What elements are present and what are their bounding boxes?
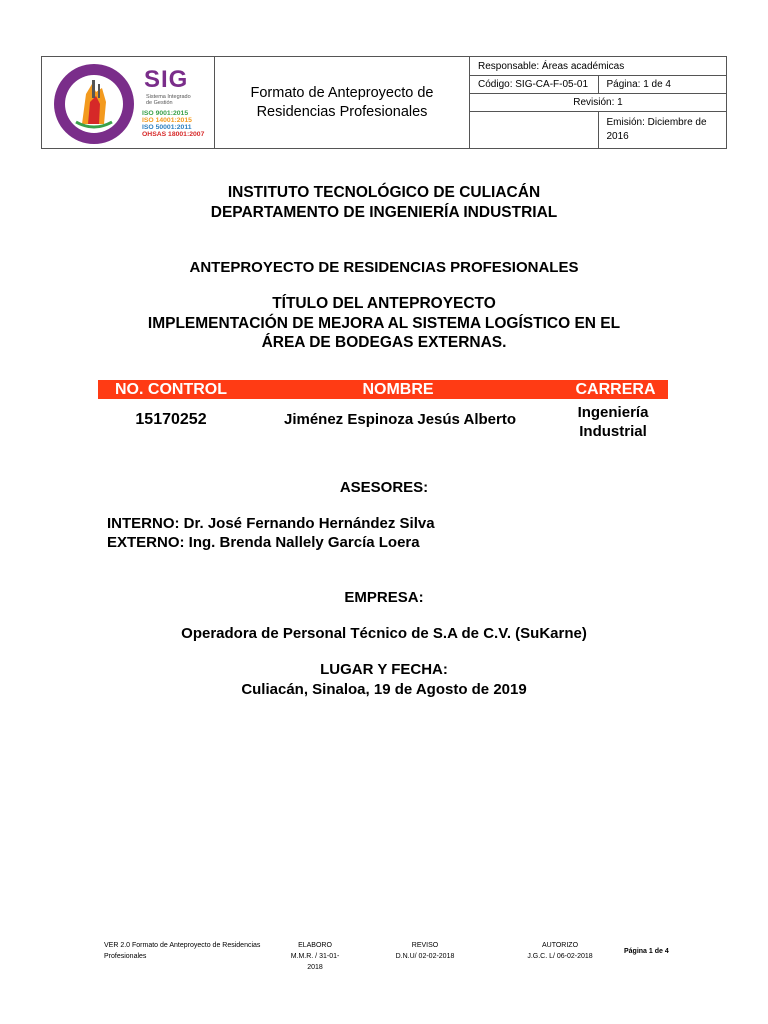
footer-autorizo-value: J.G.C. L/ 06-02-2018 xyxy=(527,953,593,960)
footer-reviso-label: REVISO xyxy=(411,942,439,949)
career-line2: Industrial xyxy=(579,423,647,440)
sig-logo-text: SIG xyxy=(144,65,189,93)
footer-elaboro xyxy=(285,940,345,973)
iso-9001: ISO 9001:2015 xyxy=(142,109,189,117)
advisors-label: ASESORES: xyxy=(339,479,429,496)
footer-autorizo-label: AUTORIZO xyxy=(541,942,579,949)
project-title-line1: IMPLEMENTACIÓN DE MEJORA AL SISTEMA LOGÍSTICO EN EL xyxy=(147,315,621,332)
student-table-header xyxy=(98,380,668,399)
doc-title-cell xyxy=(215,57,470,149)
emision-spacer xyxy=(470,112,599,149)
control-number: 15170252 xyxy=(135,411,207,428)
document-header-table xyxy=(41,56,727,149)
footer-reviso-value: D.N.U/ 02-02-2018 xyxy=(395,953,455,960)
footer-version-line2: Profesionales xyxy=(104,953,147,960)
doc-heading: ANTEPROYECTO DE RESIDENCIAS PROFESIONALES xyxy=(189,259,579,276)
iso-14001: ISO 14001:2015 xyxy=(142,116,192,124)
institution-logo xyxy=(42,58,212,148)
footer-elaboro-label: ELABORO xyxy=(298,942,332,949)
company-name: Operadora de Personal Técnico de S.A de C.V. (SuKarne) xyxy=(181,625,587,642)
student-name: Jiménez Espinoza Jesús Alberto xyxy=(283,411,517,428)
col-header-control: NO. CONTROL xyxy=(115,381,227,398)
doc-title-line2: Residencias Profesionales xyxy=(256,103,428,120)
footer-autorizo xyxy=(525,940,595,962)
advisor-internal: INTERNO: Dr. José Fernando Hernández Silva xyxy=(107,515,435,532)
place-date-value: Culiacán, Sinaloa, 19 de Agosto de 2019 xyxy=(241,681,527,698)
doc-title-line1: Formato de Anteproyecto de xyxy=(250,84,434,101)
footer-page-number: Página 1 de 4 xyxy=(624,948,669,955)
title-label: TÍTULO DEL ANTEPROYECTO xyxy=(272,295,496,312)
footer-version-line1: VER 2.0 Formato de Anteproyecto de Residencias xyxy=(104,942,261,949)
seal-icon xyxy=(52,62,136,146)
col-header-name: NOMBRE xyxy=(362,381,434,398)
sig-subtitle: Sistema Integrado de Gestión xyxy=(146,93,191,106)
institute-name: INSTITUTO TECNOLÓGICO DE CULIACÁN xyxy=(227,184,541,201)
responsable-cell: Responsable: Áreas académicas xyxy=(470,57,727,76)
career-line1: Ingeniería xyxy=(577,404,649,421)
pagina-cell: Página: 1 de 4 xyxy=(598,76,727,94)
footer-elaboro-value: M.M.R. / 31-01-2018 xyxy=(290,953,340,971)
ohsas-18001: OHSAS 18001:2007 xyxy=(142,130,205,138)
codigo-cell: Código: SIG-CA-F-05-01 xyxy=(470,76,599,94)
student-career xyxy=(558,403,668,441)
company-label: EMPRESA: xyxy=(344,589,424,606)
logo-cell xyxy=(42,57,215,149)
footer-reviso xyxy=(395,940,455,962)
col-header-career: CARRERA xyxy=(575,381,656,398)
project-title-line2: ÁREA DE BODEGAS EXTERNAS. xyxy=(261,334,507,351)
advisor-external: EXTERNO: Ing. Brenda Nallely García Loera xyxy=(107,534,420,551)
revision-cell: Revisión: 1 xyxy=(470,94,727,112)
emision-cell: Emisión: Diciembre de 2016 xyxy=(598,112,727,149)
footer-version xyxy=(104,940,260,962)
iso-50001: ISO 50001:2011 xyxy=(142,123,192,131)
department-name: DEPARTAMENTO DE INGENIERÍA INDUSTRIAL xyxy=(210,204,558,221)
place-date-label: LUGAR Y FECHA: xyxy=(320,661,448,678)
